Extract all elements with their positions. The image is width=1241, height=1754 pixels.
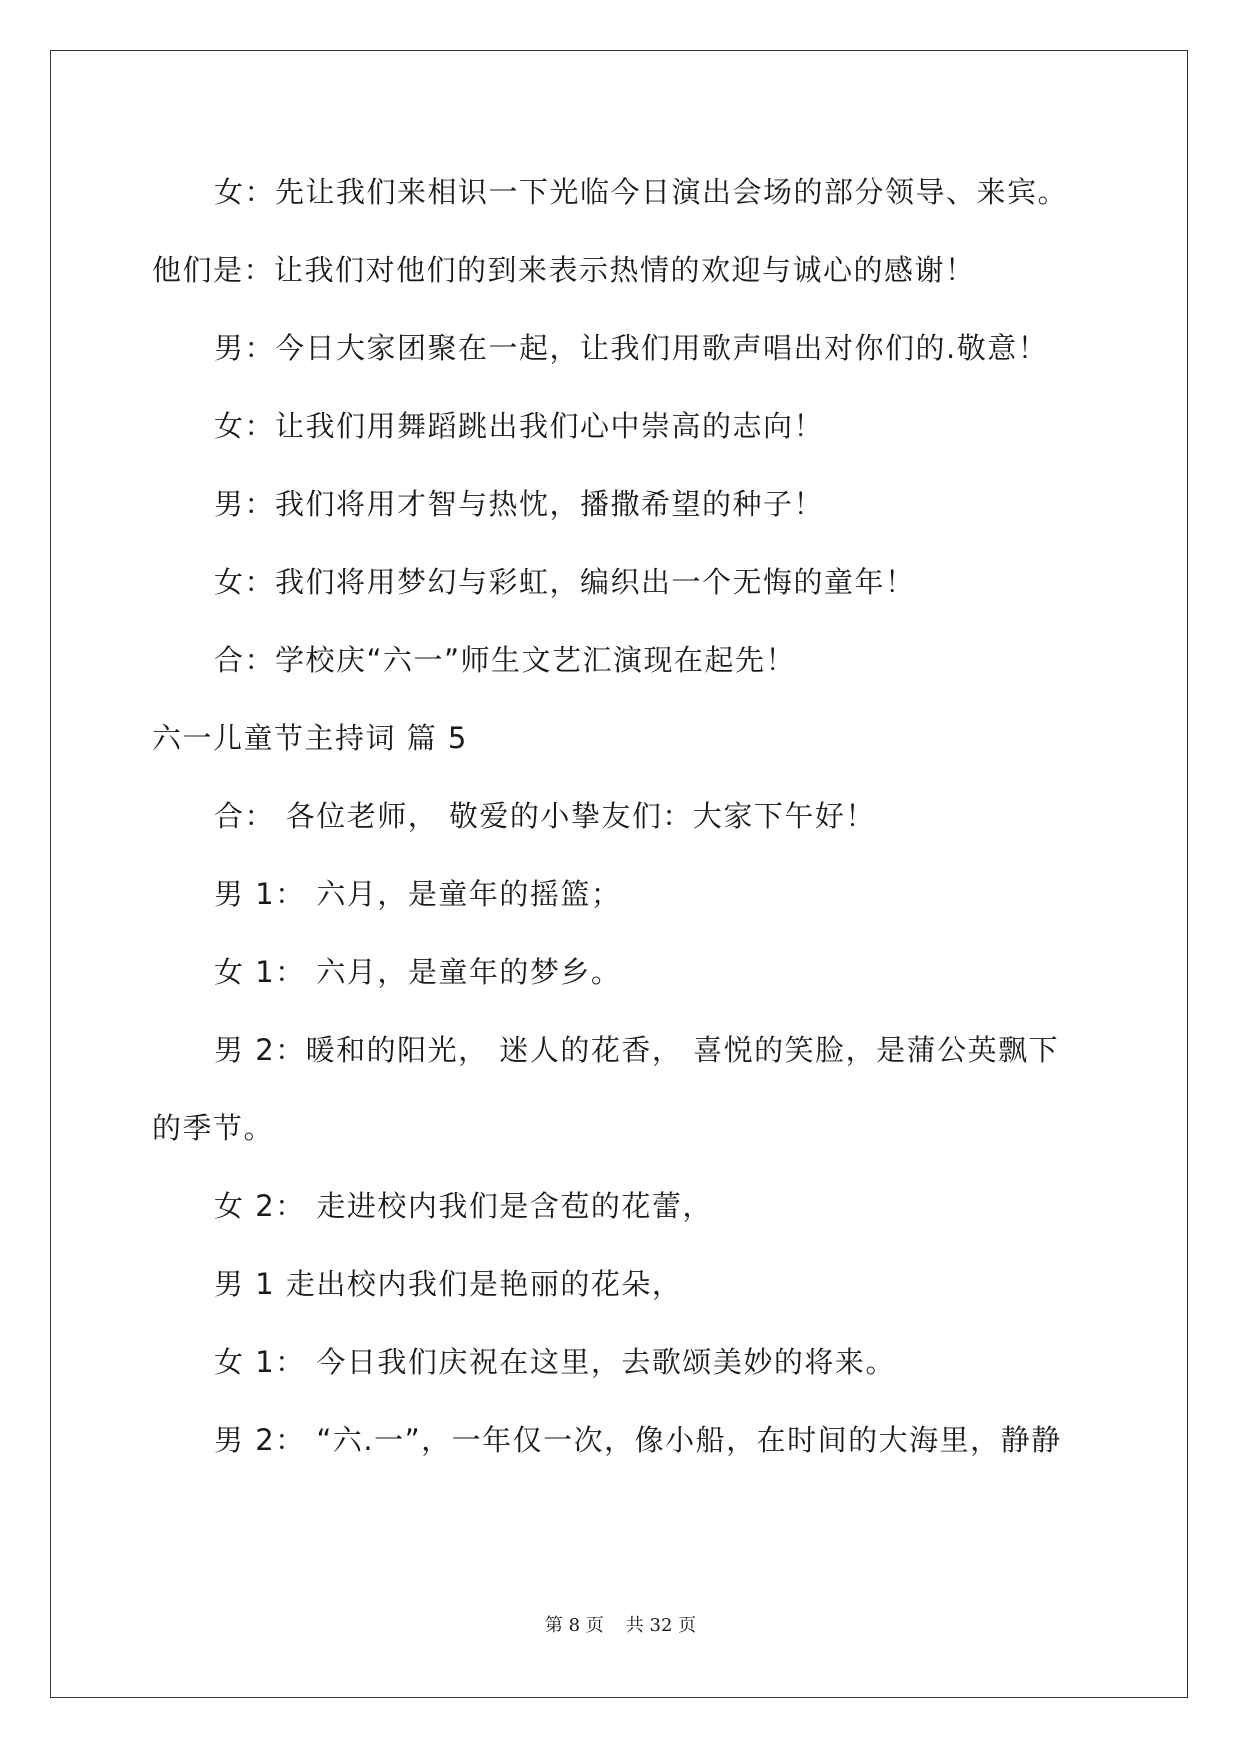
text-line: 的季节。 [152, 1111, 275, 1145]
text-line: 女 2： 走进校内我们是含苞的花蕾， [214, 1189, 713, 1223]
text-line: 男 2： “六.一”，一年仅一次，像小船，在时间的大海里，静静 [214, 1423, 1062, 1457]
text-line: 女 1： 今日我们庆祝在这里，去歌颂美妙的将来。 [214, 1345, 896, 1379]
text-line: 女：让我们用舞蹈跳出我们心中崇高的志向！ [214, 409, 825, 443]
text-line: 女 1： 六月，是童年的梦乡。 [214, 955, 622, 989]
text-line: 合： 各位老师， 敬爱的小挚友们：大家下午好！ [214, 799, 876, 833]
text-line: 女：先让我们来相识一下光临今日演出会场的部分领导、来宾。 [214, 175, 1069, 209]
text-line: 男 1 走出校内我们是艳丽的花朵， [214, 1267, 683, 1301]
text-line: 他们是：让我们对他们的到来表示热情的欢迎与诚心的感谢！ [152, 253, 976, 287]
text-line: 合：学校庆“六一”师生文艺汇演现在起先！ [214, 643, 797, 677]
text-line: 女：我们将用梦幻与彩虹，编织出一个无悔的童年！ [214, 565, 916, 599]
page-number: 第 8 页 [544, 1615, 604, 1636]
page-footer [0, 1614, 1241, 1638]
text-line: 男 2：暖和的阳光， 迷人的花香， 喜悦的笑脸，是蒲公英飘下 [214, 1033, 1060, 1067]
text-line: 男：今日大家团聚在一起，让我们用歌声唱出对你们的.敬意！ [214, 331, 1049, 365]
text-line: 男 1： 六月，是童年的摇篮； [214, 877, 622, 911]
section-heading: 六一儿童节主持词 篇 5 [152, 721, 468, 755]
text-line: 男：我们将用才智与热忱，播撒希望的种子！ [214, 487, 825, 521]
page-total: 共 32 页 [625, 1615, 697, 1636]
